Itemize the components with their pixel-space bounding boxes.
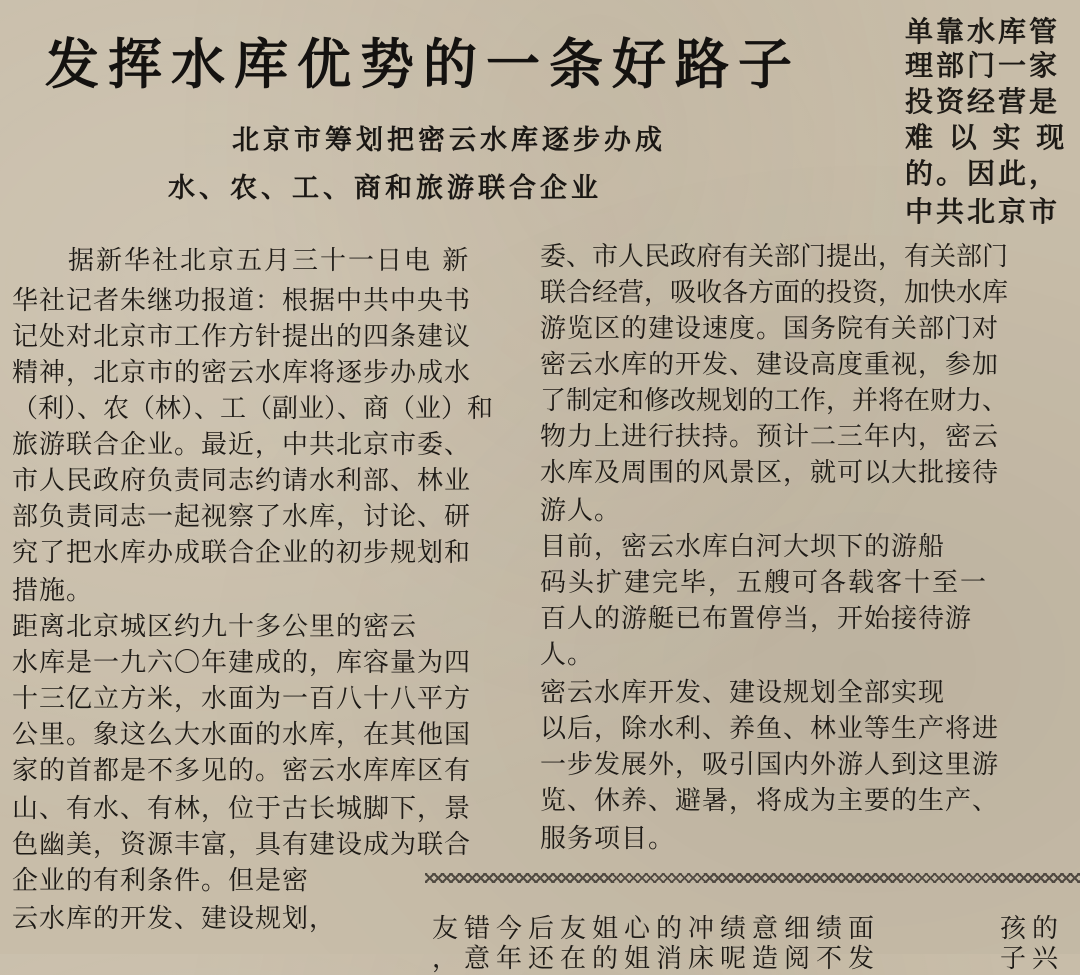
text-line: 一步发展外，吸引国内外游人到这里游 [540,750,1000,780]
headline: 发挥水库优势的一条好路子 [45,32,801,96]
text-line: 十三亿立方米，水面为一百八十八平方 [12,684,472,714]
text-line: 密云水库开发、建设规划全部实现 [540,678,946,708]
text-line: 水库及周围的风景区，就可以大批接待 [540,458,1000,488]
text-line: 企业的有利条件。但是密 [12,866,310,896]
text-line: 华社记者朱继功报道：根据中共中央书 [12,286,472,316]
subtitle-line-1: 北京市筹划把密云水库逐步办成 [232,125,666,156]
text-line: 码头扩建完毕，五艘可各载客十至一 [540,568,989,598]
text-line: 市人民政府负责同志约请水利部、林业 [12,466,472,496]
next-article-side-line-2: 子兴 [1000,944,1065,974]
text-line: 难 以 实 现 [905,121,1068,154]
text-line: 措施。 [12,576,94,606]
text-line: 的。因此， [905,157,1061,190]
text-line: 委、市人民政府有关部门提出，有关部门 [540,242,1009,272]
text-line: 山、有水、有林，位于古长城脚下，景 [12,794,472,824]
dateline: 据新华社北京五月三十一日电 新 [68,246,471,276]
text-line: 单靠水库管 [905,15,1061,48]
text-line: 服务项目。 [540,824,676,854]
text-line: 究了把水库办成联合企业的初步规划和 [12,538,472,568]
text-line: 人。 [540,640,595,670]
text-line: 百人的游艇已布置停当，开始接待游 [540,604,973,634]
text-line: 以后，除水利、养鱼、林业等生产将进 [540,714,1000,744]
next-article-line-2: ，意年还在的姐消床呢造阅不发 [432,944,881,974]
next-article-line-1: 友错今后友姐心的冲绩意细绩面 [432,914,881,944]
text-line: 了制定和修改规划的工作，并将在财力、 [540,386,1009,416]
text-line: 色幽美，资源丰富，具有建设成为联合 [12,830,472,860]
text-line: 目前，密云水库白河大坝下的游船 [540,532,946,562]
text-line: 水库是一九六〇年建成的，库容量为四 [12,648,472,678]
text-line: 投资经营是 [905,85,1061,118]
text-line: 距离北京城区约九十多公里的密云 [12,612,418,642]
subtitle-line-2: 水、农、工、商和旅游联合企业 [168,173,602,204]
text-line: 记处对北京市工作方针提出的四条建议 [12,322,472,352]
text-line: 旅游联合企业。最近，中共北京市委、 [12,430,472,460]
section-divider [425,873,1080,883]
text-line: 览、休养、避暑，将成为主要的生产、 [540,786,1000,816]
text-line: 联合经营，吸收各方面的投资，加快水库 [540,278,1009,308]
text-line: 物力上进行扶持。预计二三年内，密云 [540,422,1000,452]
text-line: 理部门一家 [905,49,1061,82]
text-line: 云水库的开发、建设规划， [12,904,337,934]
text-line: 密云水库的开发、建设高度重视，参加 [540,350,1000,380]
text-line: 部负责同志一起视察了水库，讨论、研 [12,502,472,532]
next-article-side-line-1: 孩的 [1000,914,1065,944]
text-line: （利）、农（林）、工（副业）、商（业）和 [12,394,494,424]
text-line: 游览区的建设速度。国务院有关部门对 [540,314,1000,344]
text-line: 家的首都是不多见的。密云水库库区有 [12,756,472,786]
text-line: 公里。象这么大水面的水库，在其他国 [12,720,472,750]
text-line: 中共北京市 [905,195,1061,228]
text-line: 精神，北京市的密云水库将逐步办成水 [12,358,472,388]
text-line: 游人。 [540,496,622,526]
